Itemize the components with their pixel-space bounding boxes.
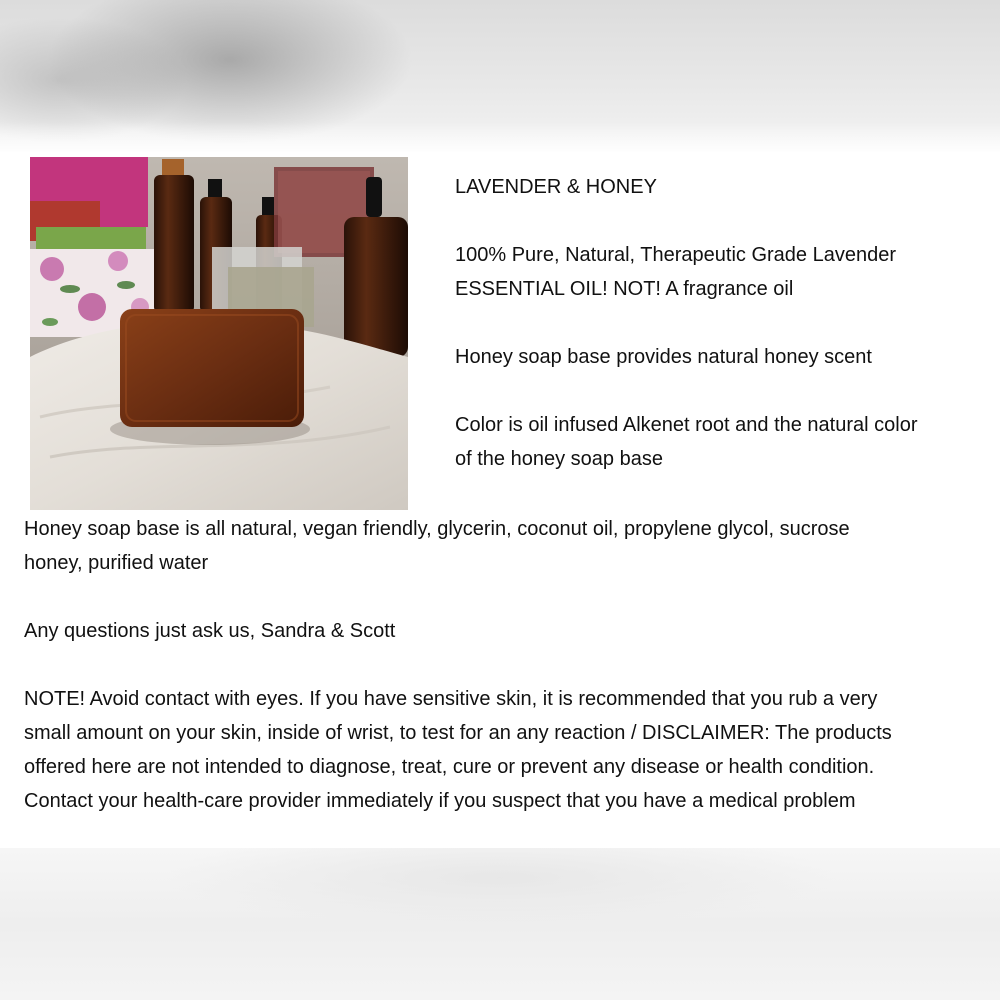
soap-photo-illustration [30, 157, 408, 510]
soap-bar [120, 309, 304, 427]
dropper-bottle [344, 217, 408, 357]
blurred-background-bottom [0, 848, 1000, 1000]
description-paragraph: Color is oil infused Alkenet root and the natural color of the honey soap base [455, 414, 918, 470]
product-title: LAVENDER & HONEY [455, 176, 657, 198]
description-paragraph: 100% Pure, Natural, Therapeutic Grade Lavender ESSENTIAL OIL! NOT! A fragrance oil [455, 244, 897, 300]
ingredients-paragraph: Honey soap base is all natural, vegan friendly, glycerin, coconut oil, propylene glycol, sucrose honey, purified water [24, 518, 850, 574]
amber-bottle [154, 175, 194, 313]
description-paragraph: Honey soap base provides natural honey scent [455, 346, 872, 368]
contact-paragraph: Any questions just ask us, Sandra & Scott [24, 620, 396, 642]
disclaimer-paragraph: NOTE! Avoid contact with eyes. If you have sensitive skin, it is recommended that you rub a very small amount on your skin, inside of wrist, to test for an any reaction / DISCLAIMER: The products offered here are not intended to diagnose, treat, cure or prevent any disease or health condition. Contact your health-care provider immediately if you suspect that you have a medical problem [24, 688, 892, 812]
description-right-column [455, 170, 985, 476]
blurred-background-top [0, 0, 1000, 152]
product-photo [30, 157, 408, 510]
description-full-width [24, 512, 984, 818]
